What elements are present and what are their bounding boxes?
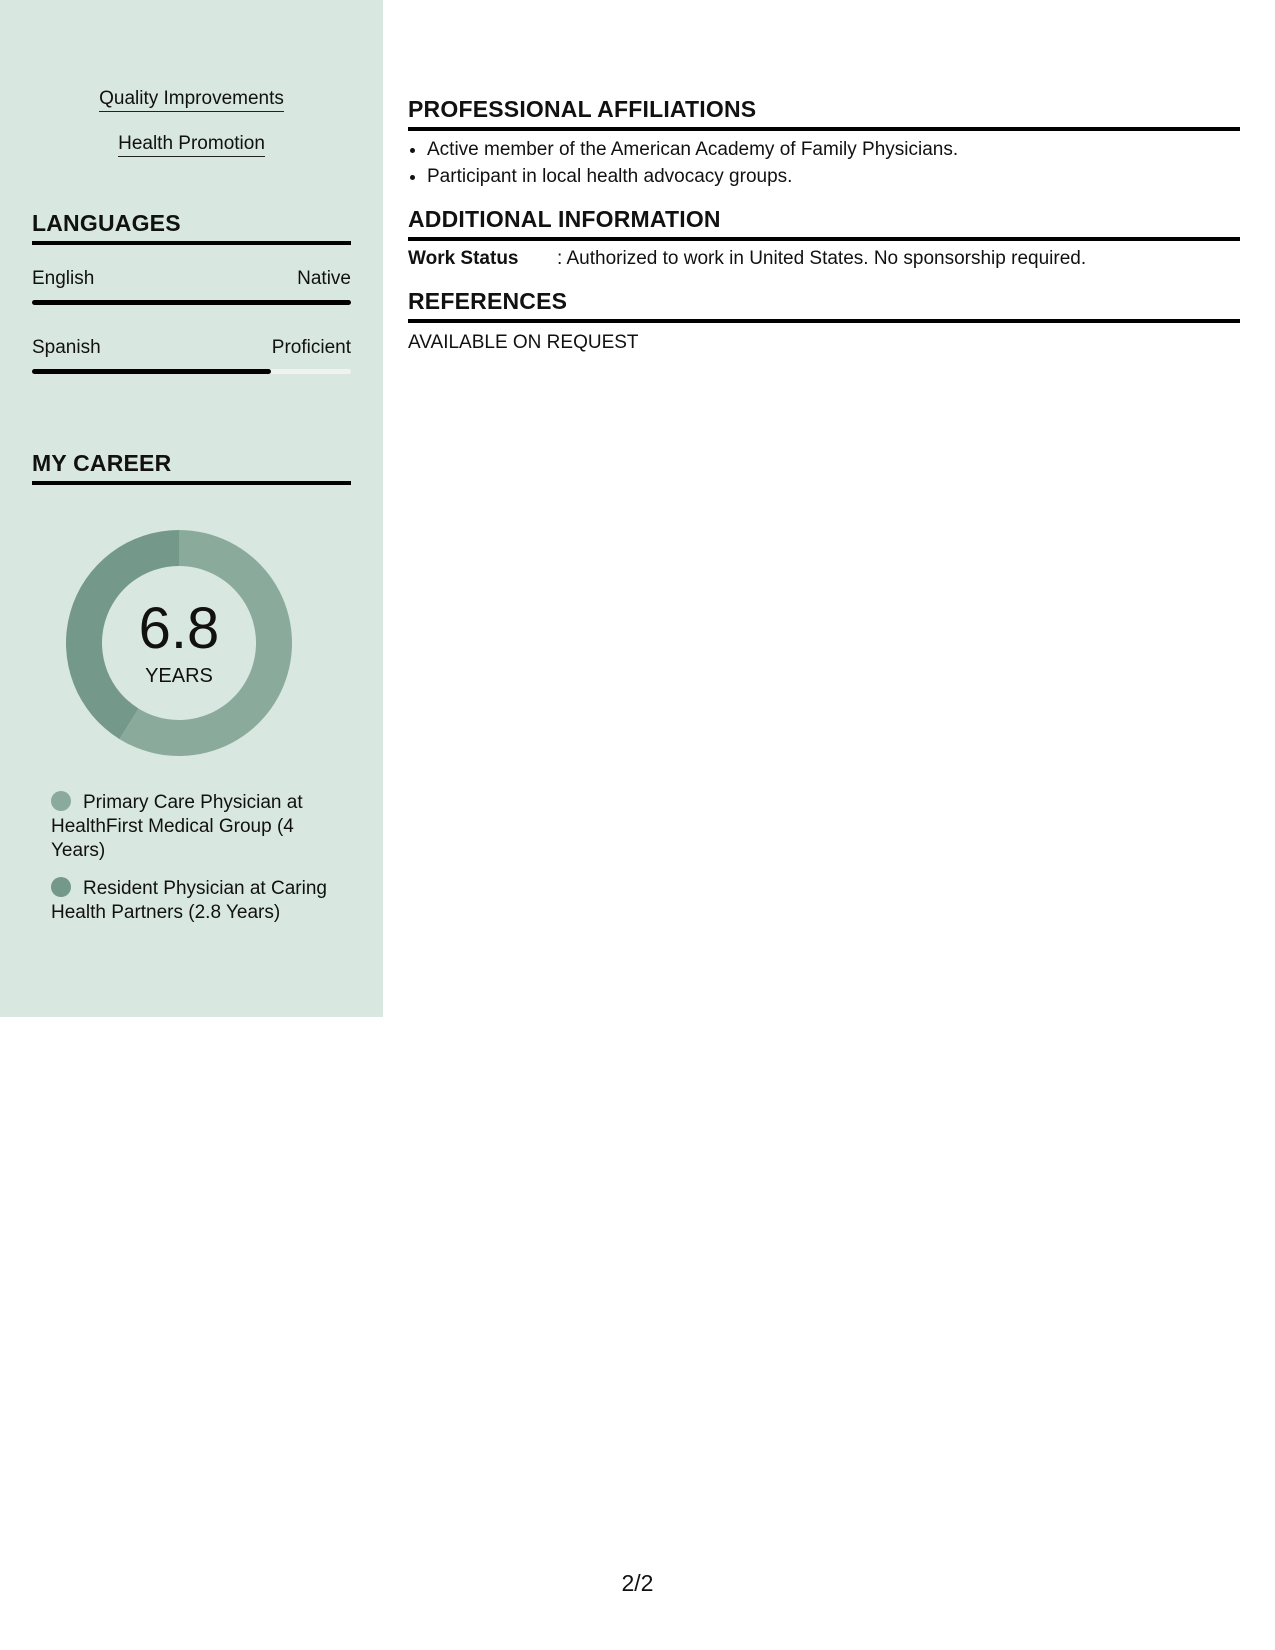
- language-level: Proficient: [271, 337, 351, 358]
- languages-heading: LANGUAGES: [32, 210, 351, 245]
- references-heading: REFERENCES: [408, 288, 1240, 323]
- skill-link-quality-improvements[interactable]: Quality Improvements: [0, 88, 383, 110]
- career-heading: MY CAREER: [32, 450, 351, 485]
- work-status-label: Work Status: [408, 248, 519, 269]
- affiliations-heading: PROFESSIONAL AFFILIATIONS: [408, 96, 1240, 131]
- language-bar-spanish: [32, 369, 351, 374]
- career-years-label: YEARS: [145, 665, 213, 687]
- references-text: AVAILABLE ON REQUEST: [408, 332, 639, 353]
- list-item: • Active member of the American Academy of Family Physicians.: [427, 136, 1259, 163]
- language-row-spanish: [32, 337, 351, 359]
- affiliations-list: [408, 136, 1259, 190]
- career-total-years: 6.8: [138, 596, 220, 661]
- language-bar-english: [32, 300, 351, 305]
- career-legend-item: [51, 877, 341, 925]
- legend-dot: [51, 877, 71, 897]
- legend-label: Resident Physician at Caring Health Partners (2.8 Years): [51, 878, 327, 923]
- page-number: 2/2: [621, 1570, 654, 1596]
- sidebar: [0, 0, 383, 1017]
- legend-dot: [51, 791, 71, 811]
- career-legend-item: [51, 791, 341, 863]
- language-bar-fill: [32, 369, 271, 374]
- legend-label: Primary Care Physician at HealthFirst Medical Group (4 Years): [51, 792, 303, 861]
- skill-link-health-promotion[interactable]: Health Promotion: [0, 133, 383, 155]
- work-status-value: : Authorized to work in United States. No sponsorship required.: [557, 248, 1087, 269]
- list-item: • Participant in local health advocacy groups.: [427, 163, 1259, 190]
- language-name: Spanish: [32, 337, 101, 358]
- language-bar-fill: [32, 300, 351, 305]
- language-row-english: [32, 268, 351, 290]
- additional-info-heading: ADDITIONAL INFORMATION: [408, 206, 1240, 241]
- work-status-row: [408, 248, 1086, 270]
- language-level: Native: [297, 268, 351, 289]
- language-name: English: [32, 268, 95, 289]
